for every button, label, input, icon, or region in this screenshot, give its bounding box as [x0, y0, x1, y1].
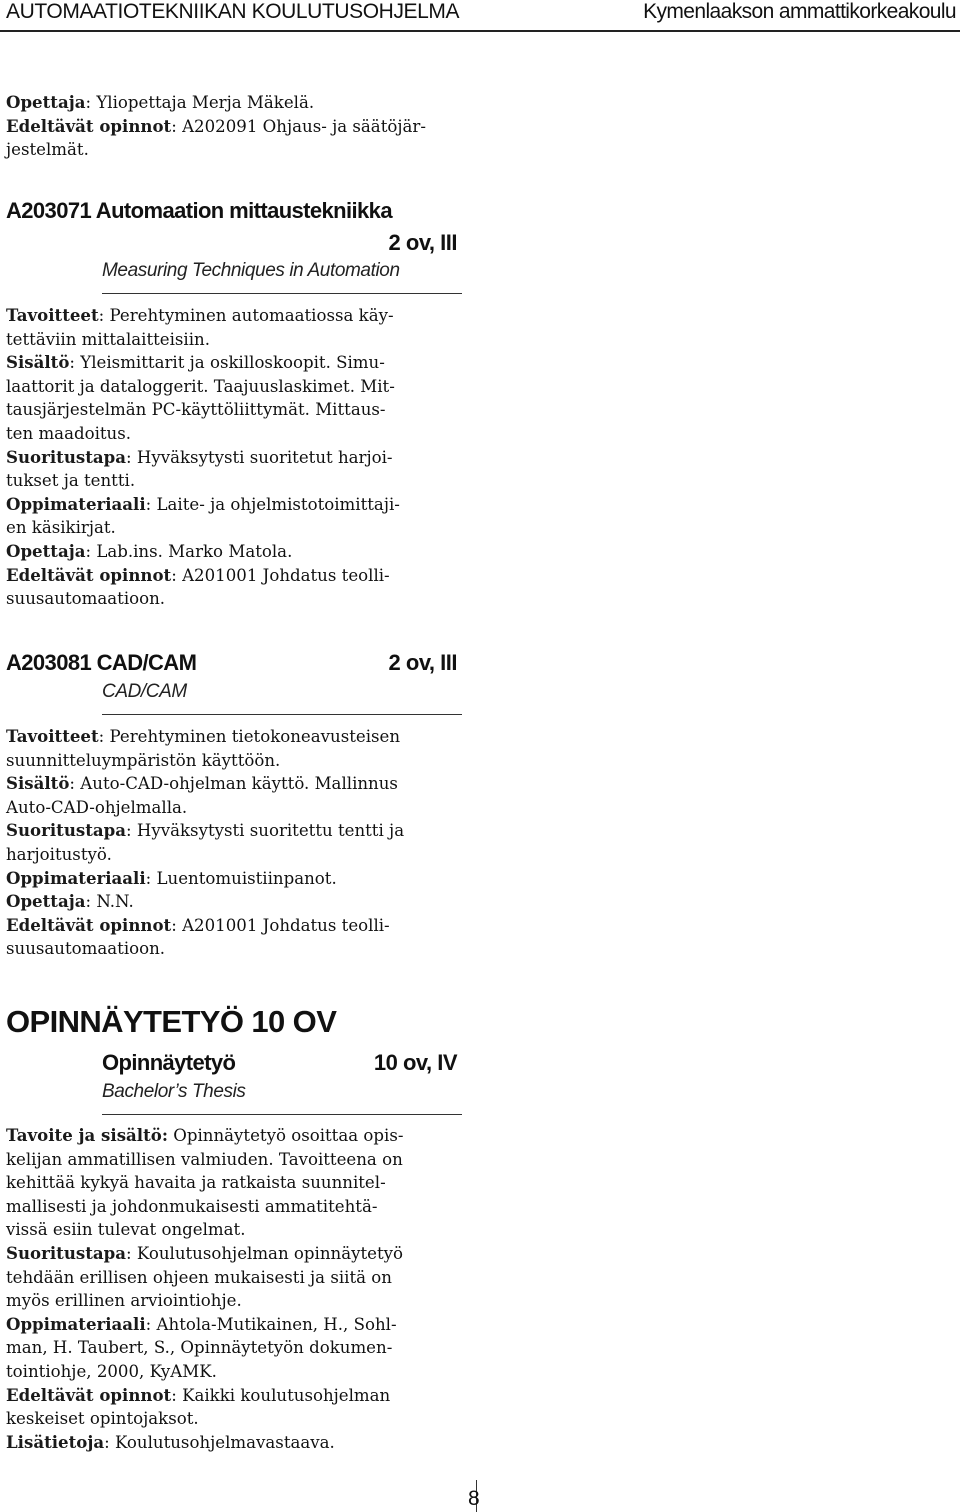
course3-rule: [102, 1114, 462, 1115]
course1-english-title: Measuring Techniques in Automation: [102, 260, 400, 281]
course1-material: Oppimateriaali: Laite- ja ohjelmistotoimittaji-: [6, 493, 400, 514]
course2-goals: Tavoitteet: Perehtyminen tietokoneavusteisen: [6, 726, 401, 746]
course1-credits: 2 ov, III: [388, 230, 457, 255]
course2-rule: [102, 714, 462, 715]
course3-info: Lisätietoja: Koulutusohjelmavastaava.: [6, 1431, 335, 1452]
course1-method: Suoritustapa: Hyväksytysti suoritetut harjoi-: [6, 446, 393, 467]
course2-prereq: Edeltävät opinnot: A201001 Johdatus teolli-: [6, 914, 390, 935]
course2-method: Suoritustapa: Hyväksytysti suoritettu tentti ja: [6, 820, 405, 841]
course3-english-title: Bachelor’s Thesis: [102, 1081, 246, 1102]
course3-material: Oppimateriaali: Ahtola-Mutikainen, H., Sohl-: [6, 1313, 397, 1334]
page-number: 8: [468, 1487, 480, 1510]
teacher-line: Opettaja: Yliopettaja Merja Mäkelä.: [6, 92, 315, 112]
page-header: [0, 0, 960, 30]
prereq-line: Edeltävät opinnot: A202091 Ohjaus- ja säätöjär-: [6, 115, 426, 136]
course2-body: Tavoitteet: Perehtyminen tietokoneavusteisen suunnitteluympäristön käyttöön. Sisältö: Auto-CAD-ohjelman käyttö. Mallinnus Auto-CAD-ohjelmalla. Suoritustapa: Hyväksytysti suoritettu tentti ja harjoitustyö. Oppimateriaali: Luentomuistiinpanot. Opettaja: N.N. Edeltävät opinnot: A201001 Johdatus teolli- suusautomaatioon.: [6, 725, 462, 961]
course1-content: Sisältö: Yleismittarit ja oskilloskoopit. Simu-: [6, 352, 385, 373]
course2-credits: 2 ov, III: [388, 650, 457, 675]
course1-teacher: Opettaja: Lab.ins. Marko Matola.: [6, 540, 293, 561]
course3-title: Opinnäytetyö: [102, 1050, 236, 1075]
course3-goal: Tavoite ja sisältö: Opinnäytetyö osoittaa opis-: [6, 1125, 404, 1145]
course1-prereq: Edeltävät opinnot: A201001 Johdatus teolli-: [6, 564, 390, 585]
course1-title: A203071 Automaation mittaustekniikka: [6, 198, 392, 223]
course1-rule: [102, 293, 462, 294]
section-title: OPINNÄYTETYÖ 10 OV: [6, 1004, 337, 1039]
course2-teacher: Opettaja: N.N.: [6, 891, 134, 912]
course1-goals: Tavoitteet: Perehtyminen automaatiossa käy-: [6, 305, 394, 325]
course2-title: A203081 CAD/CAM: [6, 650, 197, 675]
course3-method: Suoritustapa: Koulutusohjelman opinnäytetyö: [6, 1242, 403, 1263]
course2-english-title: CAD/CAM: [102, 681, 187, 702]
header-rule: [0, 30, 960, 32]
course1-body: Tavoitteet: Perehtyminen automaatiossa käy- tettäviin mittalaitteisiin. Sisältö: Yleismittarit ja oskilloskoopit. Simu- laattorit ja dataloggerit. Taajuuslaskimet. Mit- tausjärjestelmän PC-käyttöliittymät. Mittaus- ten maadoitus. Suoritustapa: Hyväksytysti suoritetut harjoi- tukset ja tentti. Oppimateriaali: Laite- ja ohjelmistotoimittaji- en käsikirjat. Opettaja: Lab.ins. Marko Matola. Edeltävät opinnot: A201001 Johdatus teolli- suusautomaatioon.: [6, 304, 462, 611]
course3-credits: 10 ov, IV: [373, 1050, 457, 1075]
header-institution: Kymenlaakson ammattikorkeakoulu: [643, 0, 956, 23]
previous-course-tail: [6, 91, 462, 162]
course3-body: Tavoite ja sisältö: Opinnäytetyö osoittaa opis- kelijan ammatillisen valmiuden. Tavoitteena on kehittää kykyä havaita ja ratkaista suunnitel- mallisesti ja johdonmukaisesti ammatitehtä- vissä esiin tulevat ongelmat. Suoritustapa: Koulutusohjelman opinnäytetyö tehdään erillisen ohjeen mukaisesti ja siitä on myös erillinen arviointiohje. Oppimateriaali: Ahtola-Mutikainen, H., Sohl- man, H. Taubert, S., Opinnäytetyön dokumen- tointiohje, 2000, KyAMK. Edeltävät opinnot: Kaikki koulutusohjelman keskeiset opintojaksot. Lisätietoja: Koulutusohjelmavastaava.: [6, 1124, 462, 1454]
course3-prereq: Edeltävät opinnot: Kaikki koulutusohjelman: [6, 1384, 391, 1405]
prereq-line-cont: jestelmät.: [6, 140, 89, 160]
course2-material: Oppimateriaali: Luentomuistiinpanot.: [6, 867, 337, 888]
header-program-title: AUTOMAATIOTEKNIIKAN KOULUTUSOHJELMA: [6, 0, 460, 23]
course2-content: Sisältö: Auto-CAD-ohjelman käyttö. Mallinnus: [6, 773, 398, 794]
